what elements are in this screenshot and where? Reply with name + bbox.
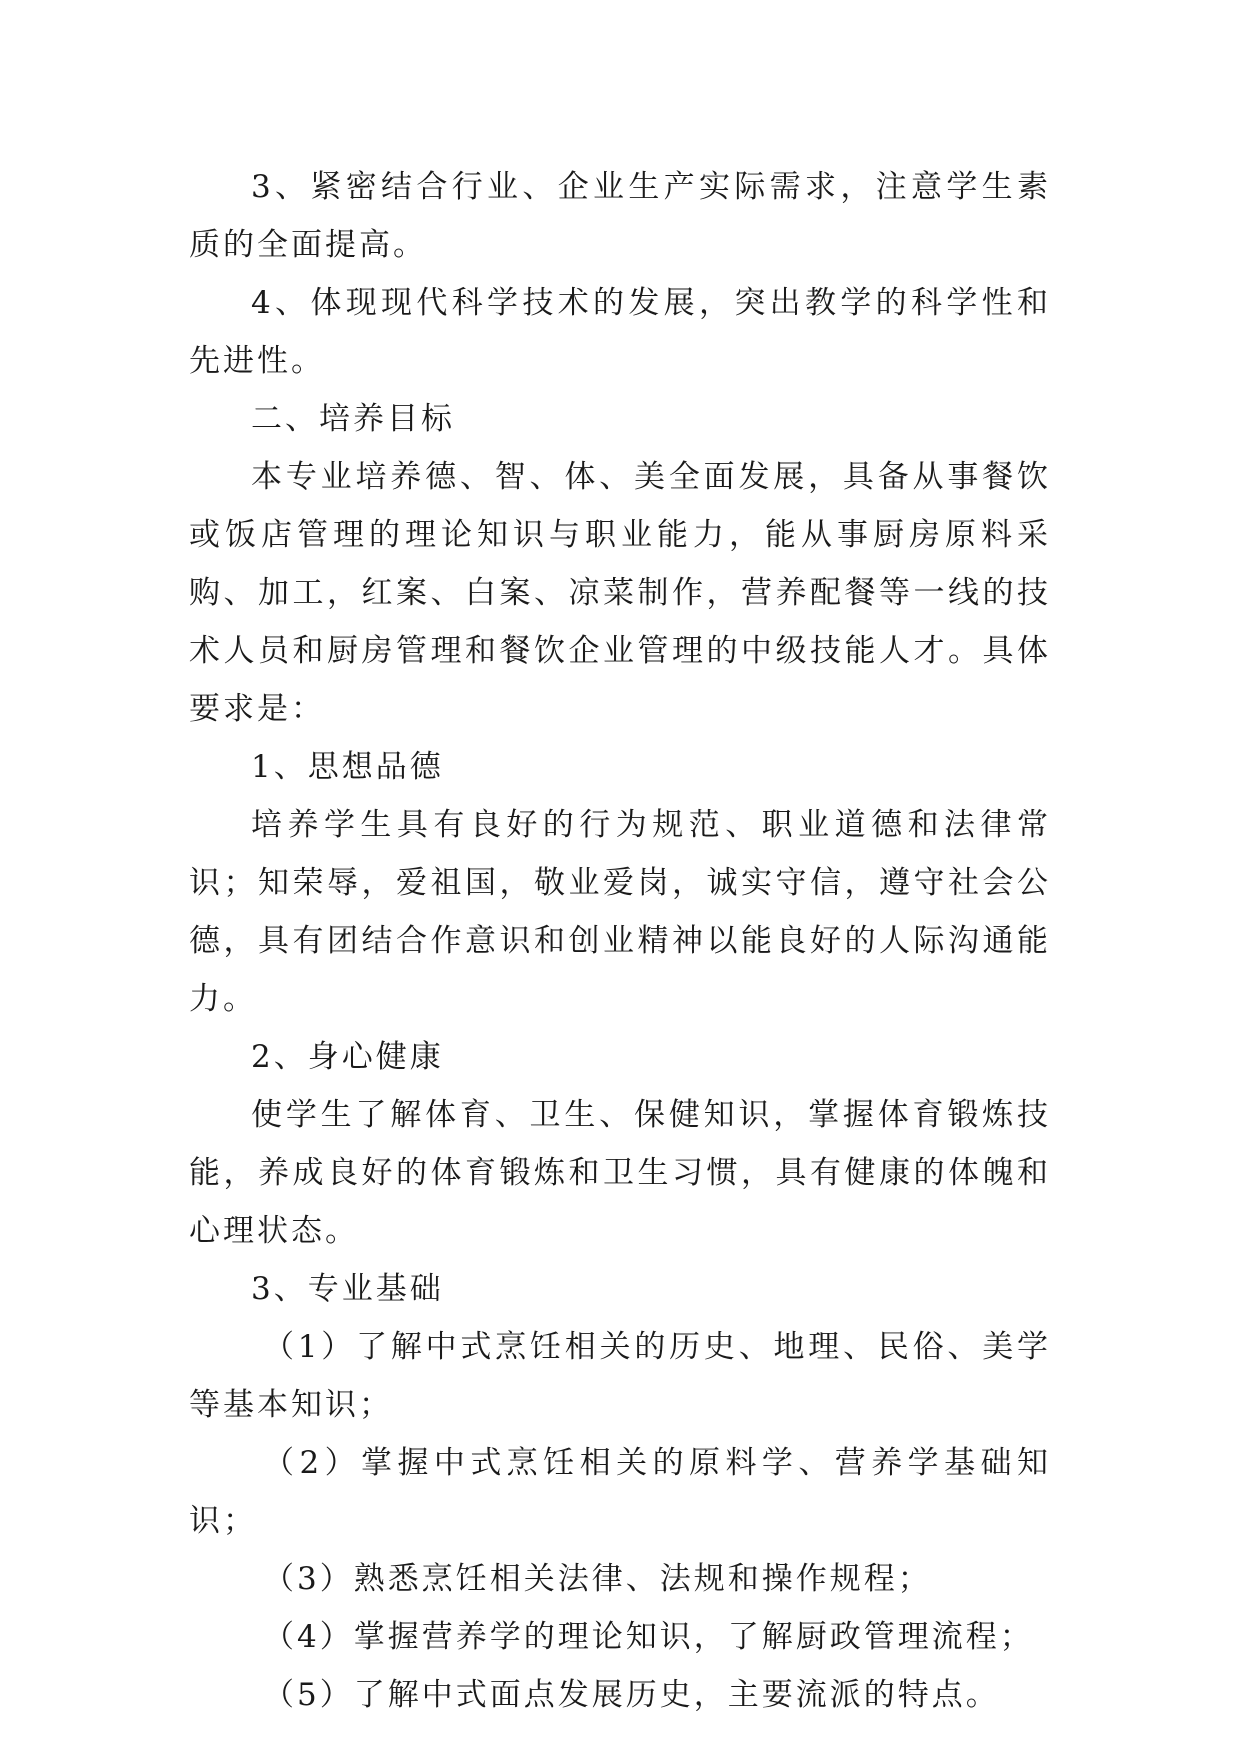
- paragraph: 3、紧密结合行业、企业生产实际需求，注意学生素质的全面提高。: [189, 169, 1051, 263]
- document-page: [189, 158, 1051, 1724]
- section-heading: 二、培养目标: [251, 401, 455, 437]
- paragraph: 使学生了解体育、卫生、保健知识，掌握体育锻炼技能，养成良好的体育锻炼和卫生习惯，具有健康的体魄和心理状态。: [189, 1097, 1051, 1249]
- subsection-heading: 3、专业基础: [251, 1271, 444, 1307]
- list-item: （1）了解中式烹饪相关的历史、地理、民俗、美学等基本知识；: [189, 1329, 1051, 1423]
- paragraph: 培养学生具有良好的行为规范、职业道德和法律常识；知荣辱，爱祖国，敬业爱岗，诚实守信，遵守社会公德，具有团结合作意识和创业精神以能良好的人际沟通能力。: [189, 807, 1051, 1017]
- subsection-heading: 1、思想品德: [251, 749, 444, 785]
- list-item: （4）掌握营养学的理论知识，了解厨政管理流程；: [263, 1619, 1034, 1655]
- list-item: （5）了解中式面点发展历史，主要流派的特点。: [263, 1677, 1000, 1713]
- subsection-heading: 2、身心健康: [251, 1039, 444, 1075]
- paragraph: 本专业培养德、智、体、美全面发展，具备从事餐饮或饭店管理的理论知识与职业能力，能从事厨房原料采购、加工，红案、白案、凉菜制作，营养配餐等一线的技术人员和厨房管理和餐饮企业管理的中级技能人才。具体要求是：: [189, 459, 1051, 727]
- list-item: （2）掌握中式烹饪相关的原料学、营养学基础知识；: [189, 1445, 1051, 1539]
- paragraph: 4、体现现代科学技术的发展，突出教学的科学性和先进性。: [189, 285, 1051, 379]
- list-item: （3）熟悉烹饪相关法律、法规和操作规程；: [263, 1561, 932, 1597]
